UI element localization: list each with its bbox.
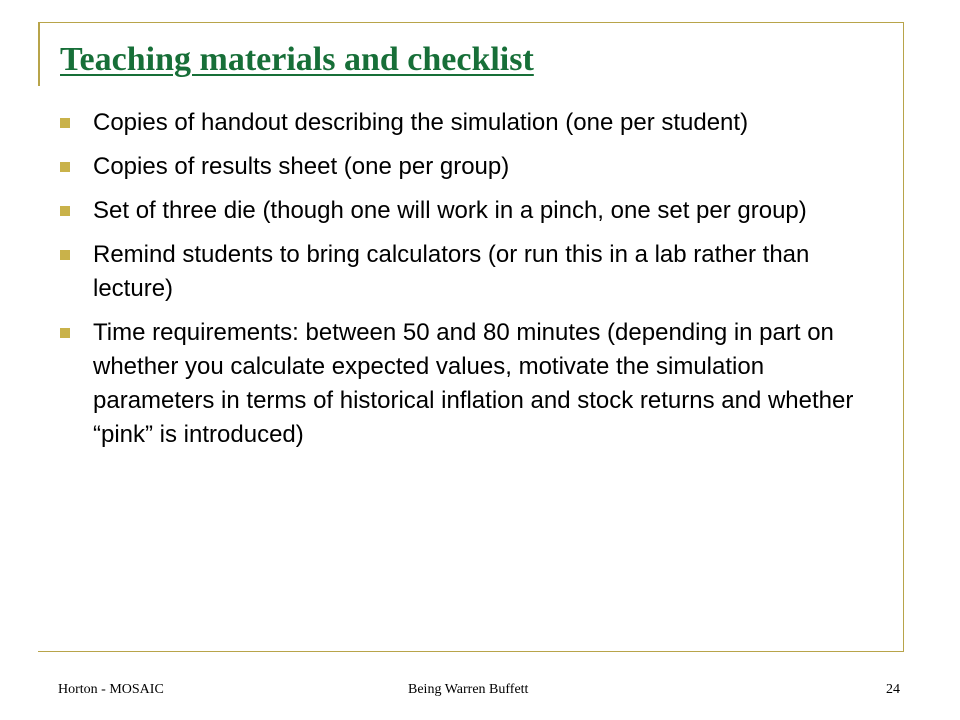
square-bullet-icon: [60, 206, 70, 216]
footer-page-number: 24: [886, 682, 900, 697]
bullet-item-time-requirements: [58, 316, 878, 452]
slide-title: Teaching materials and checklist: [60, 41, 534, 78]
bullet-text: Set of three die (though one will work in a pinch, one set per group): [93, 197, 807, 224]
square-bullet-icon: [60, 118, 70, 128]
square-bullet-icon: [60, 328, 70, 338]
bullet-text: Copies of handout describing the simulation (one per student): [93, 109, 749, 136]
bullet-item-calculators: [58, 238, 878, 306]
footer-presentation-title: Being Warren Buffett: [408, 682, 529, 697]
square-bullet-icon: [60, 250, 70, 260]
checklist-bullets: [58, 106, 878, 462]
slide-frame-top-border: [38, 22, 904, 23]
slide-frame-right-border: [903, 22, 904, 652]
slide-frame-left-accent: [38, 22, 40, 86]
footer-author: Horton - MOSAIC: [58, 682, 164, 697]
bullet-text: Time requirements: between 50 and 80 minutes (depending in part on whether you calculate expected values, motivate the simulation parameters in terms of historical inflation and stock returns and whether “pink” is introduced): [93, 319, 854, 448]
slide-frame-bottom-border: [38, 651, 904, 652]
bullet-item-handouts: [58, 106, 878, 140]
bullet-item-results-sheet: [58, 150, 878, 184]
bullet-item-dice: [58, 194, 878, 228]
bullet-text: Remind students to bring calculators (or run this in a lab rather than lecture): [93, 241, 810, 302]
square-bullet-icon: [60, 162, 70, 172]
bullet-text: Copies of results sheet (one per group): [93, 153, 510, 180]
